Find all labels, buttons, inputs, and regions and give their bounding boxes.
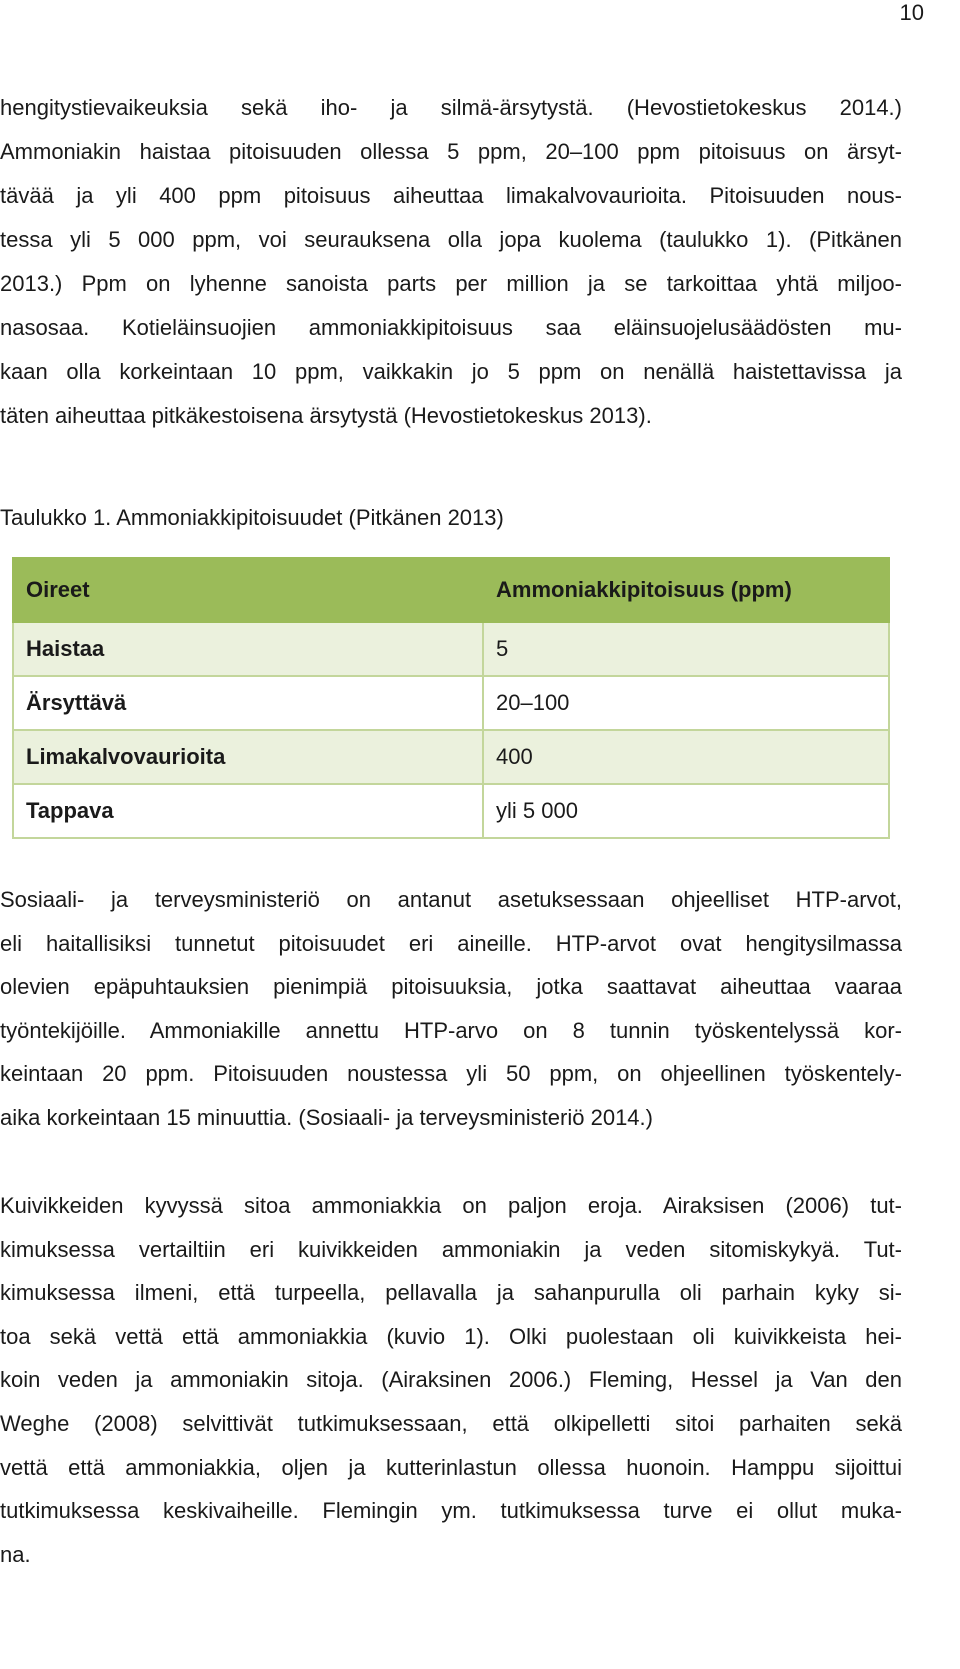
page-number: 10 bbox=[899, 0, 924, 25]
header-symptoms: Oireet bbox=[13, 558, 483, 622]
paragraph-ammonia-effects bbox=[0, 86, 902, 438]
concentration-cell: 20–100 bbox=[483, 676, 889, 730]
ammonia-table-container bbox=[12, 557, 890, 839]
symptom-cell: Haistaa bbox=[13, 622, 483, 676]
text-line: hengitystievaikeuksia sekä iho- ja silmä-ärsytystä. (Hevostietokeskus 2014.) bbox=[0, 95, 902, 120]
table-header-row bbox=[13, 558, 889, 622]
table-row bbox=[13, 676, 889, 730]
text-line: toa sekä vettä että ammoniakkia (kuvio 1). Olki puolestaan oli kuivikkeista hei- bbox=[0, 1323, 902, 1349]
text-line: eli haitallisiksi tunnetut pitoisuudet eri aineille. HTP-arvot ovat hengitysilmassa bbox=[0, 930, 902, 956]
text-line: kimuksessa vertailtiin eri kuivikkeiden ammoniakin ja veden sitomiskykyä. Tut- bbox=[0, 1236, 902, 1262]
concentration-cell: 400 bbox=[483, 730, 889, 784]
text-line: 2013.) Ppm on lyhenne sanoista parts per million ja se tarkoittaa yhtä miljoo- bbox=[0, 271, 902, 296]
text-line: nasosaa. Kotieläinsuojien ammoniakkipitoisuus saa eläinsuojelusäädösten mu- bbox=[0, 315, 902, 340]
text-line: täten aiheuttaa pitkäkestoisena ärsytystä (Hevostietokeskus 2013). bbox=[0, 403, 652, 428]
text-line: na. bbox=[0, 1541, 31, 1567]
symptom-cell: Tappava bbox=[13, 784, 483, 838]
table-caption: Taulukko 1. Ammoniakkipitoisuudet (Pitkänen 2013) bbox=[0, 505, 504, 530]
text-line: Sosiaali- ja terveysministeriö on antanut asetuksessaan ohjeelliset HTP-arvot, bbox=[0, 887, 902, 912]
text-line: aika korkeintaan 15 minuuttia. (Sosiaali- ja terveysministeriö 2014.) bbox=[0, 1104, 653, 1130]
text-line: tessa yli 5 000 ppm, voi seurauksena olla jopa kuolema (taulukko 1). (Pitkänen bbox=[0, 227, 902, 252]
text-line: tutkimuksessa keskivaiheille. Flemingin ym. tutkimuksessa turve ei ollut muka- bbox=[0, 1498, 902, 1524]
ammonia-concentration-table bbox=[12, 557, 890, 839]
text-line: Kuivikkeiden kyvyssä sitoa ammoniakkia on paljon eroja. Airaksisen (2006) tut- bbox=[0, 1193, 902, 1218]
text-line: kimuksessa ilmeni, että turpeella, pellavalla ja sahanpurulla oli parhain kyky si- bbox=[0, 1280, 902, 1306]
text-line: koin veden ja ammoniakin sitoja. (Airaksinen 2006.) Fleming, Hessel ja Van den bbox=[0, 1367, 902, 1393]
text-line: työntekijöille. Ammoniakille annettu HTP-arvo on 8 tunnin työskentelyssä kor- bbox=[0, 1017, 902, 1043]
symptom-cell: Limakalvovaurioita bbox=[13, 730, 483, 784]
table-row bbox=[13, 730, 889, 784]
text-line: kaan olla korkeintaan 10 ppm, vaikkakin jo 5 ppm on nenällä haistettavissa ja bbox=[0, 359, 902, 384]
concentration-cell: 5 bbox=[483, 622, 889, 676]
table-row bbox=[13, 622, 889, 676]
text-line: Weghe (2008) selvittivät tutkimuksessaan, että olkipelletti sitoi parhaiten sekä bbox=[0, 1410, 902, 1436]
text-line: olevien epäpuhtauksien pienimpiä pitoisuuksia, jotka saattavat aiheuttaa vaaraa bbox=[0, 974, 902, 1000]
concentration-cell: yli 5 000 bbox=[483, 784, 889, 838]
symptom-cell: Ärsyttävä bbox=[13, 676, 483, 730]
text-line: Ammoniakin haistaa pitoisuuden ollessa 5 ppm, 20–100 ppm pitoisuus on ärsyt- bbox=[0, 139, 902, 164]
paragraph-bedding-study bbox=[0, 1184, 902, 1576]
table-row bbox=[13, 784, 889, 838]
text-line: tävää ja yli 400 ppm pitoisuus aiheuttaa limakalvovaurioita. Pitoisuuden nous- bbox=[0, 183, 902, 208]
text-line: keintaan 20 ppm. Pitoisuuden noustessa yli 50 ppm, on ohjeellinen työskentely- bbox=[0, 1061, 902, 1087]
header-concentration: Ammoniakkipitoisuus (ppm) bbox=[483, 558, 889, 622]
paragraph-htp-values bbox=[0, 878, 902, 1140]
text-line: vettä että ammoniakkia, oljen ja kutterinlastun ollessa huonoin. Hamppu sijoittui bbox=[0, 1454, 902, 1480]
